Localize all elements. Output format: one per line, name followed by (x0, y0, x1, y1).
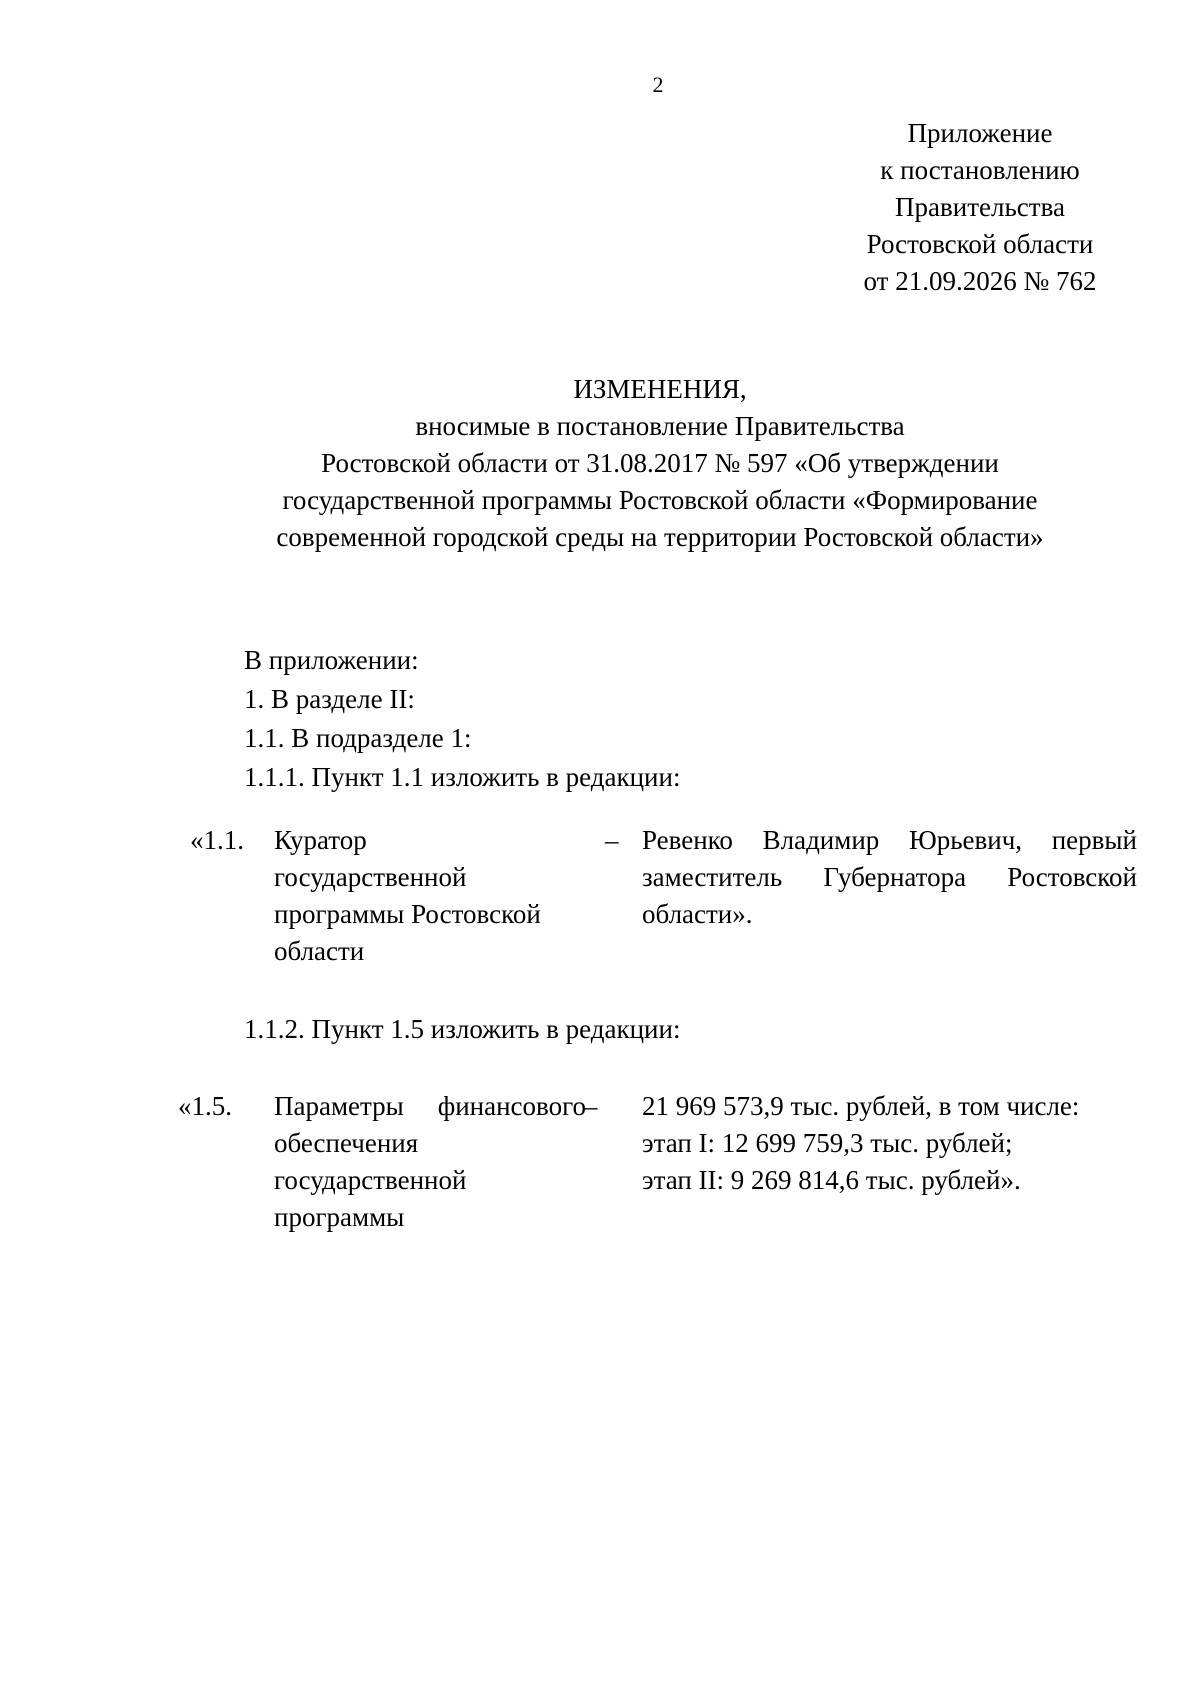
title-line: вносимые в постановление Правительства (415, 411, 905, 441)
title-heading: ИЗМЕНЕНИЯ, (573, 374, 747, 404)
title-line: современной городской среды на территории Ростовской области» (276, 522, 1044, 552)
item-label-line: государственной (274, 1165, 467, 1195)
item-label (274, 822, 600, 970)
item-dash: – (605, 825, 619, 855)
item-value-line: 21 969 573,9 тыс. рублей, в том числе: (642, 1091, 1080, 1121)
paragraph: В приложении: (244, 645, 419, 675)
item-value (642, 822, 1137, 933)
paragraph: 1. В разделе II: (244, 684, 415, 714)
appendix-line: Приложение (907, 118, 1053, 148)
item-label-line: Куратор (274, 825, 367, 855)
item-value-line: Ревенко Владимир Юрьевич, первый (642, 825, 1137, 855)
item-value-line: этап I: 12 699 759,3 тыс. рублей; (642, 1128, 1013, 1158)
paragraph: 1.1.1. Пункт 1.1 изложить в редакции: (244, 762, 681, 792)
item-number: «1.5. (178, 1091, 232, 1121)
appendix-line: от 21.09.2026 № 762 (863, 266, 1097, 296)
paragraph: 1.1. В подразделе 1: (244, 723, 472, 753)
item-label (274, 1088, 600, 1236)
appendix-line: Ростовской области (866, 229, 1094, 259)
item-label-line: государственной (274, 862, 467, 892)
item-label-line: обеспечения (274, 1128, 419, 1158)
appendix-line: Правительства (895, 192, 1065, 222)
appendix-line: к постановлению (880, 155, 1080, 185)
document-title (120, 371, 1200, 556)
item-label-line: области (274, 936, 365, 966)
item-value-line: этап II: 9 269 814,6 тыс. рублей». (642, 1165, 1021, 1195)
item-label-line: программы (274, 1202, 405, 1232)
paragraph: 1.1.2. Пункт 1.5 изложить в редакции: (244, 1014, 681, 1044)
item-dash: – (584, 1091, 598, 1121)
item-label-line: программы Ростовской (274, 899, 541, 929)
body-paragraphs (244, 642, 680, 798)
item-value-line: области». (642, 899, 753, 929)
item-label-line: Параметры финансового (274, 1091, 586, 1121)
title-line: государственной программы Ростовской области «Формирование (282, 485, 1038, 515)
title-line: Ростовской области от 31.08.2017 № 597 «Об утверждении (321, 448, 999, 478)
appendix-reference (820, 115, 1140, 300)
item-number: «1.1. (190, 825, 244, 855)
item-value-line: заместитель Губернатора Ростовской (642, 862, 1137, 892)
page-number: 2 (652, 72, 664, 97)
item-value (642, 1088, 1137, 1199)
